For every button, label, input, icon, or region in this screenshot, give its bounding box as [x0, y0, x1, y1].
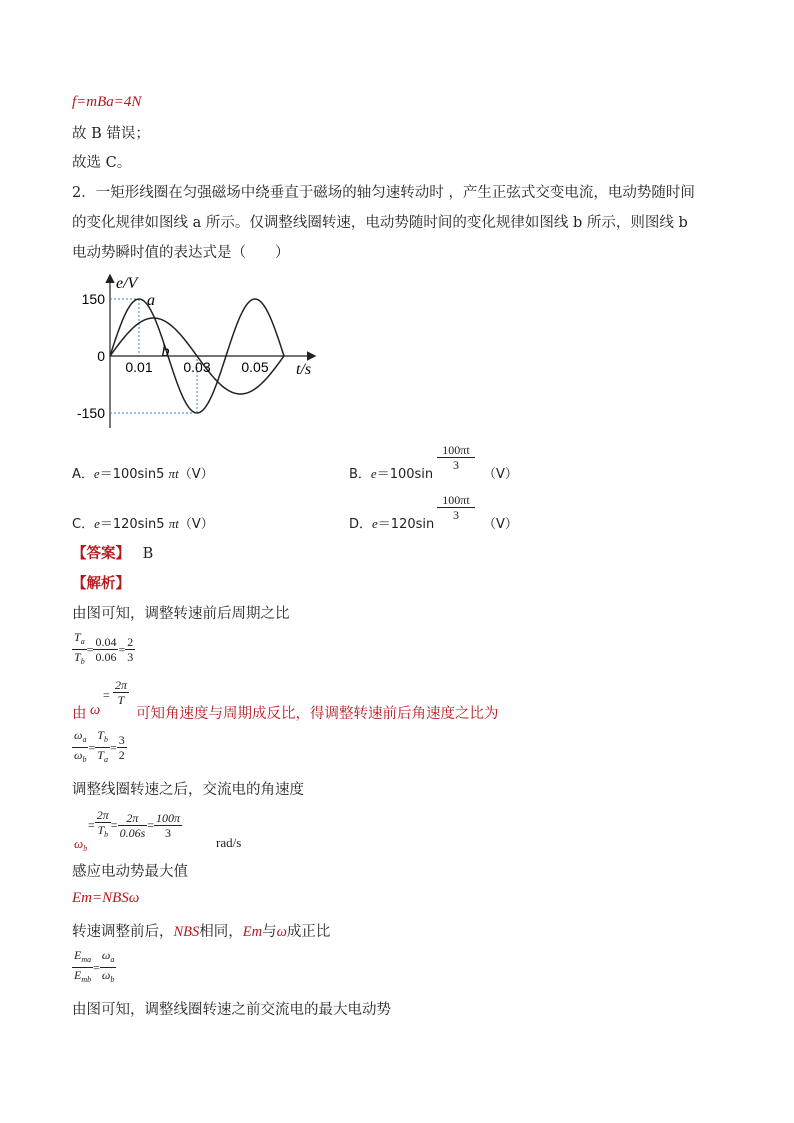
option-c-t: t	[175, 516, 179, 531]
period-ratio-symbols: $\frac{T_a}{T_b}$	[74, 630, 85, 666]
omega-b-unit: rad/s	[216, 835, 242, 850]
omega-b-formula: = $\frac{2\pi}{T_b}$ = $\frac{2\pi}{0.06s}$ = $\frac{100\pi}{3}$	[88, 808, 182, 842]
omega-ratio-result-num: 3	[118, 733, 125, 747]
omega-symbol-2: ω	[276, 924, 287, 940]
analysis-line-2-post: 可知角速度与周期成反比，得调整转速前后角速度之比为	[136, 706, 499, 722]
emf-time-graph	[72, 268, 332, 436]
omega-b-frac-2-num: 2π	[118, 811, 148, 826]
omega-b-frac-1: $\frac{2\pi}{T_b}$	[96, 808, 109, 839]
omega-symbol: ω	[90, 702, 101, 718]
omega-ratio-result	[117, 733, 127, 762]
omega-b-frac-3-den: 3	[165, 825, 172, 840]
omega-b-frac-3-num: 100π	[156, 810, 181, 825]
omega-fraction	[113, 678, 129, 707]
omega-b-frac-2	[118, 811, 148, 840]
period-ratio-result	[125, 635, 135, 664]
omega-fraction-den: T	[117, 693, 125, 707]
omega-ratio-periods: $\frac{T_b}{T_a}$	[97, 728, 108, 764]
option-a-pi: π	[168, 466, 176, 481]
em-symbol: Em	[242, 924, 263, 940]
nbs-symbol: NBS	[173, 924, 200, 940]
x-axis-label: t/s	[296, 361, 312, 378]
period-ratio-formula: $\frac{T_a}{T_b}$ = $\frac{0.04}{0.06}$ = $\frac{2}{3}$	[72, 630, 135, 669]
question-line-1: 2．一矩形线圈在匀强磁场中绕垂直于磁场的轴匀速转动时 ，产生正弦式交变电流，电动势随时间	[72, 185, 695, 201]
choose-c-text: 故选 C。	[72, 155, 132, 171]
analysis-line-6: 由图可知，调整线圈转速之前交流电的最大电动势	[72, 1002, 391, 1018]
b-wrong-text: 故 B 错误；	[72, 126, 150, 142]
omega-b-symbol: $\omega_b$	[74, 836, 88, 853]
analysis-line-1: 由图可知，调整转速前后周期之比	[72, 606, 290, 622]
max-emf-equation: Em=NBSω	[72, 890, 140, 906]
option-a-unit: （V）	[178, 467, 214, 482]
analysis-label: 【解析】	[72, 575, 130, 592]
option-d-numerator: 100πt	[437, 493, 475, 508]
omega-ratio-formula: $\frac{\omega_a}{\omega_b}$ = $\frac{T_b}{T_a}$ = $\frac{3}{2}$	[72, 728, 127, 767]
omega-b-frac-1-num: 2π	[96, 808, 109, 822]
force-equation: f=mBa=4N	[72, 94, 142, 110]
option-a-prefix: A．	[72, 467, 94, 482]
option-d-fraction	[437, 493, 475, 522]
option-c-body: ＝120sin5	[99, 517, 165, 532]
period-ratio-result-den: 3	[127, 650, 134, 664]
answer-label: 【答案】	[72, 545, 130, 562]
analysis-line-5-b: 相同，	[199, 924, 243, 940]
option-b-e: e	[370, 466, 377, 481]
option-a[interactable]	[72, 463, 214, 482]
option-c[interactable]	[72, 513, 214, 532]
option-b-denominator: 3	[453, 458, 459, 472]
option-b-prefix: B．	[349, 467, 371, 482]
y-tick-label: 150	[81, 291, 105, 307]
option-b-body: ＝100sin	[376, 467, 434, 482]
x-tick-label: 0.01	[125, 359, 153, 375]
option-c-e: e	[94, 516, 100, 531]
option-d-unit: （V）	[483, 517, 518, 532]
analysis-line-5-c: 与	[262, 924, 277, 940]
option-c-unit: （V）	[178, 517, 214, 532]
series-label-a: a	[147, 292, 155, 309]
omega-equals: =	[103, 688, 110, 702]
option-b-numerator: 100πt	[437, 443, 475, 458]
option-d-body: ＝120sin	[377, 517, 435, 532]
option-d[interactable]	[349, 513, 434, 532]
series-label-b: b	[161, 343, 170, 360]
option-a-e: e	[93, 466, 100, 481]
option-b[interactable]	[349, 463, 433, 482]
analysis-line-5-a: 转速调整前后，	[72, 924, 174, 940]
option-b-unit: （V）	[483, 467, 518, 482]
question-line-3: 电动势瞬时值的表达式是（ ）	[72, 245, 290, 261]
option-d-denominator: 3	[453, 508, 459, 522]
omega-b-frac-2-den: 0.06s	[119, 825, 146, 840]
period-ratio-result-num: 2	[127, 635, 134, 649]
period-ratio-values	[93, 635, 118, 664]
analysis-line-5-d: 成正比	[286, 924, 331, 940]
analysis-line-3: 调整线圈转速之后，交流电的角速度	[72, 782, 304, 798]
y-axis-label: e/V	[116, 275, 138, 292]
analysis-line-2-pre: 由	[72, 706, 87, 722]
answer-value: B	[142, 546, 154, 562]
question-line-2: 的变化规律如图线 a 所示。仅调整线圈转速，电动势随时间的变化规律如图线 b 所示，则图线 b	[72, 215, 688, 231]
emf-ratio-formula: $\frac{E_{ma}}{E_{mb}}$ = $\frac{\omega_a}{\omega_b}$	[74, 948, 115, 984]
option-d-e: e	[372, 516, 378, 531]
omega-fraction-num: 2π	[115, 678, 128, 692]
omega-ratio-result-den: 2	[118, 748, 125, 762]
option-b-fraction	[437, 443, 475, 472]
omega-ratio-symbols: $\frac{\omega_a}{\omega_b}$	[74, 728, 87, 764]
x-tick-label: 0.05	[241, 359, 269, 375]
analysis-line-4: 感应电动势最大值	[72, 864, 188, 880]
option-c-prefix: C．	[72, 517, 95, 532]
option-a-body: ＝100sin5	[99, 467, 165, 482]
x-tick-label: 0.03	[183, 359, 211, 375]
curves	[110, 292, 284, 413]
omega-b-frac-3	[154, 811, 182, 840]
y-tick-label: -150	[76, 405, 105, 421]
period-ratio-den: 0.06	[95, 650, 117, 664]
y-tick-label: 0	[97, 348, 105, 364]
period-ratio-num: 0.04	[95, 635, 117, 649]
option-a-t: t	[175, 466, 179, 481]
option-c-pi: π	[168, 516, 176, 531]
answer-line	[72, 542, 153, 563]
option-d-prefix: D．	[349, 517, 373, 532]
analysis-line-5	[72, 920, 330, 941]
